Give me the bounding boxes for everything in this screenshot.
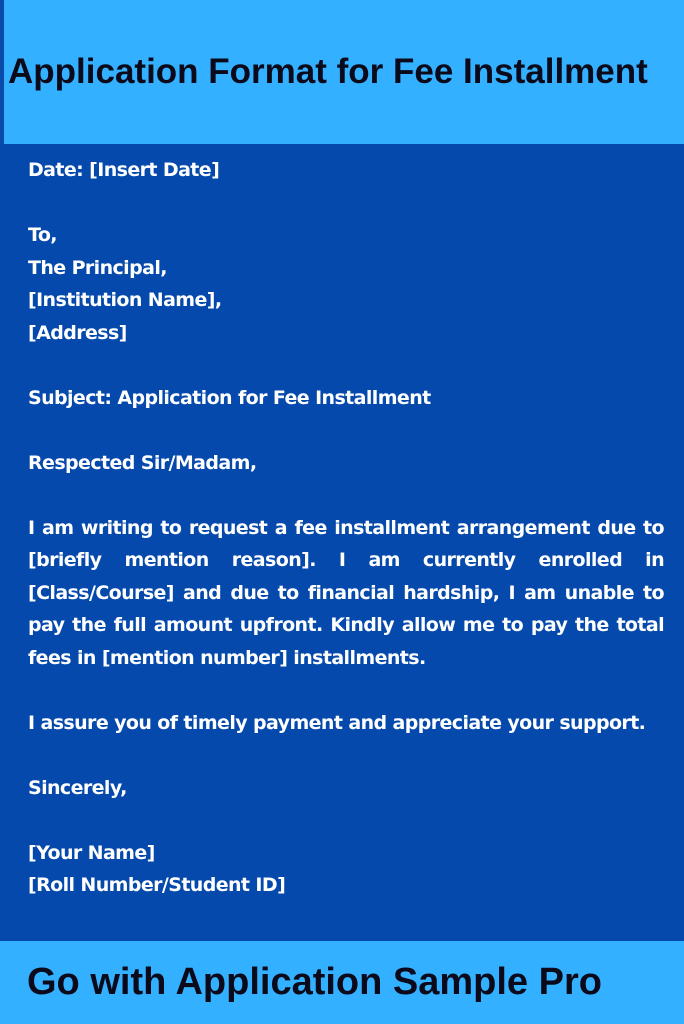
address-line: [Address] — [28, 321, 127, 344]
institution-line: [Institution Name], — [28, 289, 222, 311]
letter-content — [28, 154, 664, 902]
body-paragraph: I am writing to request a fee installment arrangement due to [briefly mention reason]. I am currently enrolled in [Class/Course] and due to financial hardship, I am unable to pay the full amount upfront. Kindly allow me to pay the total fees in [mention number] installments. — [28, 516, 664, 669]
page-title: Application Format for Fee Installment — [8, 52, 648, 91]
spacer — [28, 479, 664, 512]
spacer — [28, 674, 664, 707]
header-accent-bar — [0, 0, 4, 144]
footer-banner — [0, 941, 684, 1024]
spacer — [28, 349, 664, 382]
footer-tagline: Go with Application Sample Pro — [27, 961, 602, 1003]
salutation-to: To, — [28, 224, 57, 246]
spacer — [28, 804, 664, 837]
closing-line: Sincerely, — [28, 776, 127, 799]
letter-panel — [0, 144, 684, 941]
assurance-line: I assure you of timely payment and appreciate your support. — [28, 711, 646, 734]
subject-line: Subject: Application for Fee Installment — [28, 386, 431, 409]
spacer — [28, 414, 664, 447]
recipient-line: The Principal, — [28, 256, 167, 279]
spacer — [28, 187, 664, 220]
roll-number-line: [Roll Number/Student ID] — [28, 874, 286, 896]
name-line: [Your Name] — [28, 841, 155, 864]
spacer — [28, 739, 664, 772]
header-banner — [0, 0, 684, 144]
date-line: Date: [Insert Date] — [28, 159, 220, 181]
greeting-line: Respected Sir/Madam, — [28, 451, 257, 474]
